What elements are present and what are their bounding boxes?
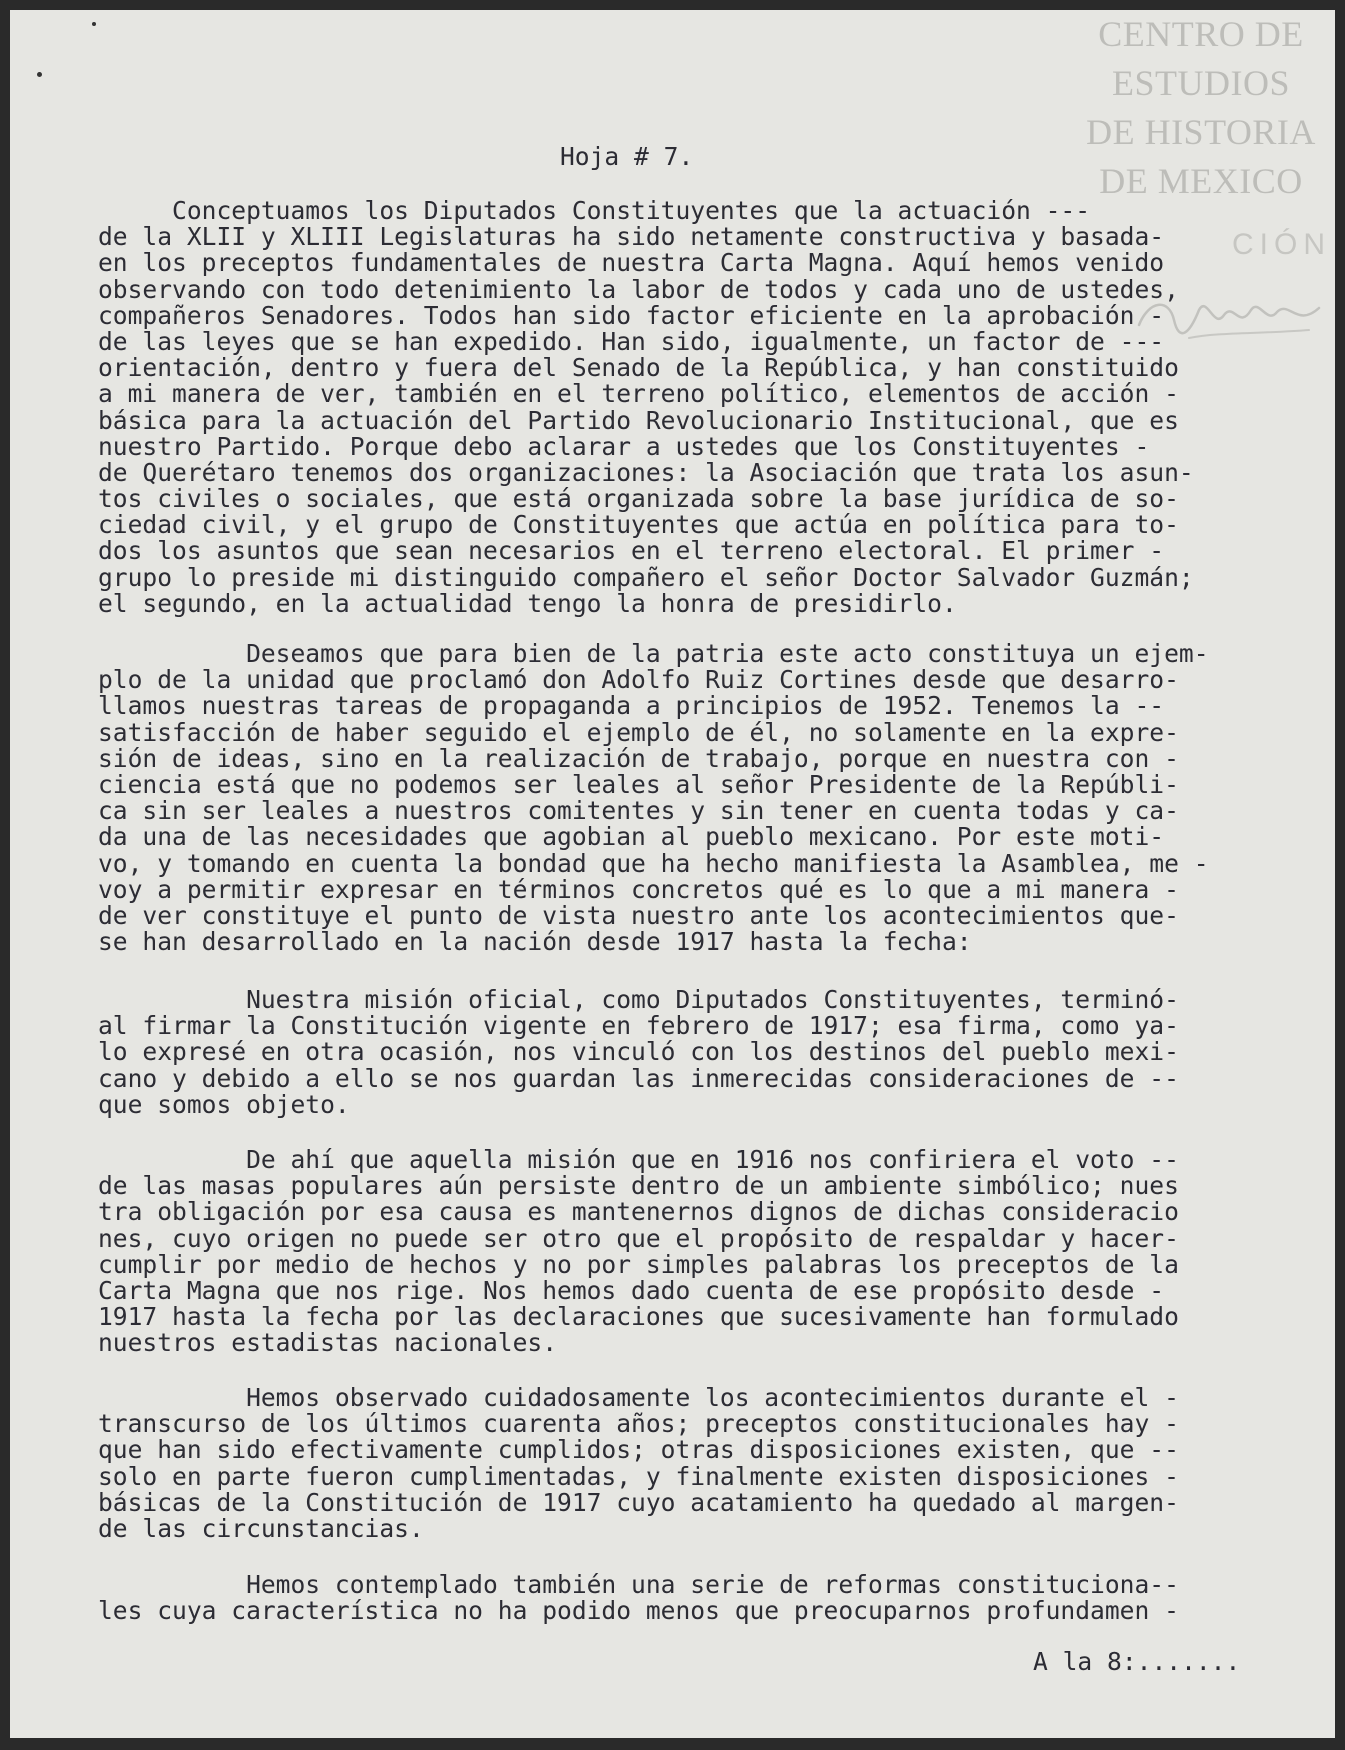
- text-line: básica para la actuación del Partido Revolucionario Institucional, que es: [98, 405, 1179, 435]
- paper-speck: [37, 72, 42, 77]
- text-line: voy a permitir expresar en términos concretos qué es lo que a mi manera -: [98, 874, 1179, 904]
- archive-watermark: [1071, 10, 1331, 206]
- text-line: 1917 hasta la fecha por las declaraciones que sucesivamente han formulado: [98, 1302, 1179, 1332]
- text-line: transcurso de los últimos cuarenta años; preceptos constitucionales hay -: [98, 1409, 1179, 1439]
- text-line: lo expresé en otra ocasión, nos vinculó con los destinos del pueblo mexi-: [98, 1037, 1179, 1067]
- text-line: que han sido efectivamente cumplidos; otras disposiciones existen, que --: [98, 1435, 1179, 1465]
- text-line: orientación, dentro y fuera del Senado de la República, y han constituido: [98, 353, 1179, 383]
- text-line: De ahí que aquella misión que en 1916 nos confiriera el voto --: [98, 1145, 1179, 1174]
- watermark-line: ESTUDIOS: [1111, 63, 1290, 103]
- text-line: de las leyes que se han expedido. Han sido, igualmente, un factor de ---: [98, 326, 1165, 356]
- paragraph: [98, 1147, 1179, 1357]
- text-line: nuestro Partido. Porque debo aclarar a ustedes que los Constituyentes -: [98, 431, 1150, 461]
- text-line: nuestros estadistas nacionales.: [98, 1328, 558, 1358]
- text-line: Hemos contemplado también una serie de reformas constituciona--: [98, 1570, 1179, 1599]
- text-line: les cuya característica no ha podido menos que preocuparnos profundamen -: [98, 1596, 1179, 1626]
- text-line: grupo lo preside mi distinguido compañero el señor Doctor Salvador Guzmán;: [98, 562, 1194, 592]
- text-line: ciencia está que no podemos ser leales al señor Presidente de la Repúbli-: [98, 769, 1179, 799]
- text-line: tos civiles o sociales, que está organizada sobre la base jurídica de so-: [98, 484, 1179, 514]
- text-line: Conceptuamos los Diputados Constituyentes que la actuación ---: [98, 196, 1091, 225]
- text-line: se han desarrollado en la nación desde 1917 hasta la fecha:: [98, 927, 972, 957]
- watermark-line: DE HISTORIA: [1086, 112, 1316, 152]
- text-line: da una de las necesidades que agobian al pueblo mexicano. Por este moti-: [98, 822, 1165, 852]
- text-line: satisfacción de haber seguido el ejemplo de él, no solamente en la expre-: [98, 717, 1179, 747]
- text-line: de ver constituye el punto de vista nuestro ante los acontecimientos que-: [98, 900, 1179, 930]
- document-page: [10, 10, 1335, 1738]
- text-line: de las circunstancias.: [98, 1513, 424, 1543]
- text-line: de Querétaro tenemos dos organizaciones: la Asociación que trata los asun-: [98, 457, 1194, 487]
- watermark-fundacion: CIÓN: [1232, 228, 1331, 261]
- text-line: ca sin ser leales a nuestros comitentes y sin tener en cuenta todas y ca-: [98, 796, 1179, 826]
- paragraph: [98, 198, 1194, 617]
- paragraph: [98, 987, 1179, 1118]
- paragraph: [98, 1572, 1179, 1624]
- continuation-note: A la 8:.......: [1033, 1647, 1241, 1676]
- text-line: nes, cuyo origen no puede ser otro que el propósito de respaldar y hacer-: [98, 1223, 1179, 1253]
- paragraph: [98, 1385, 1179, 1542]
- page-heading: Hoja # 7.: [560, 142, 694, 171]
- text-line: solo en parte fueron cumplimentadas, y finalmente existen disposiciones -: [98, 1461, 1179, 1491]
- text-line: Carta Magna que nos rige. Nos hemos dado cuenta de ese propósito desde -: [98, 1275, 1165, 1305]
- text-line: a mi manera de ver, también en el terreno político, elementos de acción -: [98, 379, 1179, 409]
- text-line: al firmar la Constitución vigente en febrero de 1917; esa firma, como ya-: [98, 1011, 1179, 1041]
- text-line: tra obligación por esa causa es mantenernos dignos de dichas consideracio: [98, 1197, 1179, 1227]
- watermark-line: CENTRO DE: [1098, 14, 1304, 54]
- text-line: ciedad civil, y el grupo de Constituyentes que actúa en política para to-: [98, 510, 1179, 540]
- text-line: plo de la unidad que proclamó don Adolfo Ruiz Cortines desde que desarro-: [98, 665, 1179, 695]
- text-line: básicas de la Constitución de 1917 cuyo acatamiento ha quedado al margen-: [98, 1487, 1179, 1517]
- text-line: Nuestra misión oficial, como Diputados Constituyentes, terminó-: [98, 985, 1179, 1014]
- text-line: el segundo, en la actualidad tengo la honra de presidirlo.: [98, 588, 957, 618]
- text-line: cano y debido a ello se nos guardan las inmerecidas consideraciones de --: [98, 1063, 1179, 1093]
- text-line: en los preceptos fundamentales de nuestra Carta Magna. Aquí hemos venido: [98, 248, 1165, 278]
- paragraph: [98, 641, 1209, 955]
- text-line: Hemos observado cuidadosamente los acontecimientos durante el -: [98, 1383, 1179, 1412]
- text-line: dos los asuntos que sean necesarios en el terreno electoral. El primer -: [98, 536, 1165, 566]
- text-line: compañeros Senadores. Todos han sido factor eficiente en la aprobación -: [98, 300, 1165, 330]
- text-line: cumplir por medio de hechos y no por simples palabras los preceptos de la: [98, 1249, 1179, 1279]
- paper-speck: [92, 22, 96, 26]
- text-line: que somos objeto.: [98, 1089, 350, 1119]
- text-line: observando con todo detenimiento la labor de todos y cada uno de ustedes,: [98, 274, 1179, 304]
- watermark-line: DE MEXICO: [1099, 161, 1303, 201]
- text-line: Deseamos que para bien de la patria este acto constituya un ejem-: [98, 639, 1209, 668]
- text-line: llamos nuestras tareas de propaganda a principios de 1952. Tenemos la --: [98, 691, 1165, 721]
- text-line: sión de ideas, sino en la realización de trabajo, porque en nuestra con -: [98, 743, 1179, 773]
- text-line: de las masas populares aún persiste dentro de un ambiente simbólico; nues: [98, 1171, 1179, 1201]
- text-line: vo, y tomando en cuenta la bondad que ha hecho manifiesta la Asamblea, me -: [98, 848, 1209, 878]
- text-line: de la XLII y XLIII Legislaturas ha sido netamente constructiva y basada-: [98, 222, 1165, 252]
